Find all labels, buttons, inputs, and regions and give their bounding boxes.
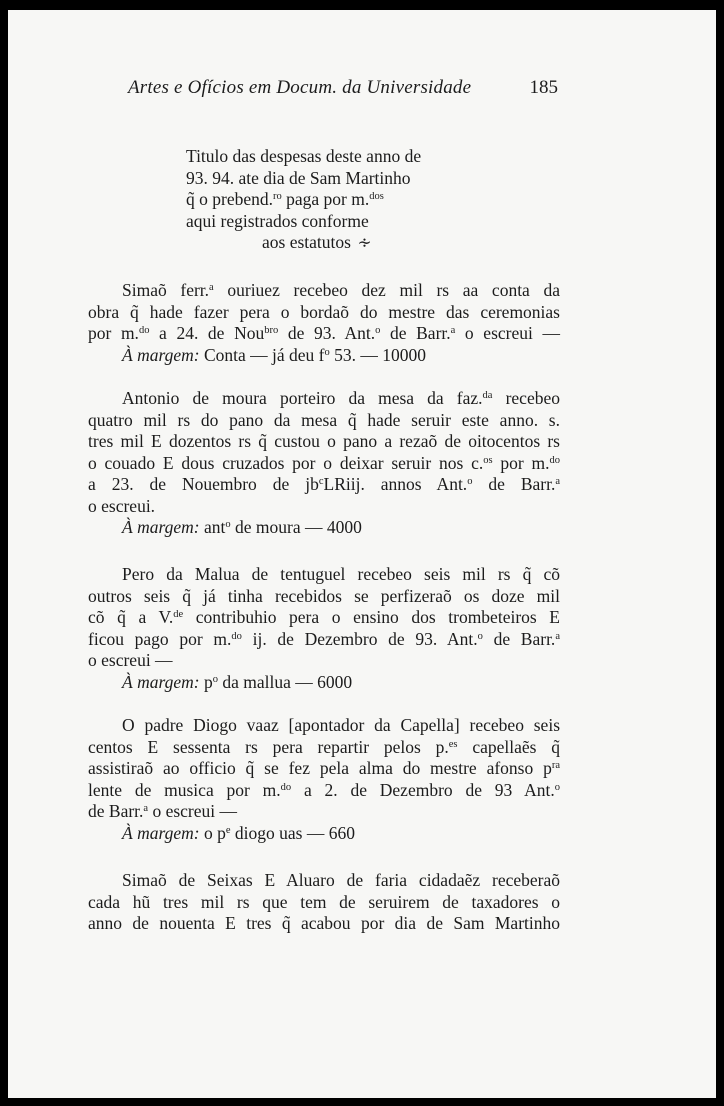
entry-line: cõ q̃ a V.$^{de}$ contribuhio pera o ensino dos trombeteiros E [88, 607, 560, 627]
expense-entry [88, 388, 560, 539]
entry-line: por m.$^{do}$ a 24. de Nou$^{bro}$ de 93. Ant.$^o$ de Barr.$^a$ o escreui — [88, 323, 560, 343]
entry-line: obra q̃ hade fazer pera o bordaõ do mestre das ceremonias [88, 301, 560, 322]
entry-line: cada hũ tres mil rs que tem de seruirem de taxadores o [88, 891, 560, 912]
expense-entry [88, 280, 560, 366]
entry-line: Pero da Malua de tentuguel recebeo seis mil rs q̃ cõ [122, 564, 560, 584]
entry-line: anno de nouenta E tres q̃ acabou por dia de Sam Martinho [88, 913, 560, 933]
entry-line: assistiraõ ao officio q̃ se fez pela alma do mestre afonso $p^{ra}$ [88, 758, 560, 778]
entry-line: centos E sessenta rs pera repartir pelos p.$^{es}$ capellaẽs q̃ [88, 736, 560, 757]
heading-line: q̃ o prebend.$^{ro}$ paga por m.$^{dos}$ [186, 189, 384, 209]
margin-note: À margem: Conta — já deu $f^o$ 53. — 10000 [122, 344, 427, 365]
entry-line: outros seis q̃ já tinha recebidos se perfizeraõ os doze mil [88, 585, 560, 606]
margin-note: À margem: $p^o$ da mallua — 6000 [122, 671, 353, 692]
entry-line: lente de musica por m.$^{do}$ a 2. de Dezembro de 93 Ant.$^o$ [88, 779, 560, 800]
entry-line: quatro mil rs do pano da mesa q̃ hade seruir este anno. s. [88, 409, 560, 430]
entry-line: de Barr.$^a$ o escreui — [88, 801, 238, 821]
expense-entry [88, 564, 560, 693]
margin-note: À margem: ant$^o$ de moura — 4000 [122, 517, 362, 537]
entry-line: a 23. de Nouembro de $jb^cLRiij$. annos Ant.$^o$ de Barr.$^a$ [88, 474, 561, 494]
entry-line: tres mil E dozentos rs q̃ custou o pano a rezaõ de oitocentos rs [88, 431, 560, 451]
entry-line: Simaõ ferr.$^a$ ouriuez recebeo dez mil rs aa conta da [122, 280, 560, 300]
entry-line: Antonio de moura porteiro da mesa da faz.$^{da}$ recebeo [122, 388, 560, 408]
entry-line: o couado E dous cruzados por o deixar seruir nos c.$^{os}$ por m.$^{do}$ [88, 452, 560, 473]
entry-line: o escreui — [88, 650, 173, 670]
expense-entry [88, 715, 560, 844]
entry-line: Simaõ de Seixas E Aluaro de faria cidadaẽz receberaõ [122, 870, 560, 890]
flourish-mark: ∻ [357, 233, 372, 252]
entry-line: O padre Diogo vaaz [apontador da Capella] recebeo seis [122, 715, 560, 735]
section-heading [186, 146, 486, 254]
heading-line: aos estatutos ∻ [262, 232, 372, 252]
running-header [128, 75, 558, 101]
margin-note: À margem: o $p^e$ diogo uas — 660 [122, 822, 355, 843]
heading-line: 93. 94. ate dia de Sam Martinho [186, 167, 411, 188]
heading-line: aqui registrados conforme [186, 210, 369, 231]
running-title: Artes e Ofícios em Docum. da Universidade [128, 77, 472, 98]
page-number: 185 [529, 77, 558, 98]
entry-line: o escreui. [88, 495, 156, 516]
entry-line: ficou pago por m.$^{do}$ ij. de Dezembro de 93. Ant.$^o$ de Barr.$^a$ [88, 628, 560, 649]
expense-entry [88, 870, 560, 935]
heading-line: Titulo das despesas deste anno de [186, 146, 422, 166]
